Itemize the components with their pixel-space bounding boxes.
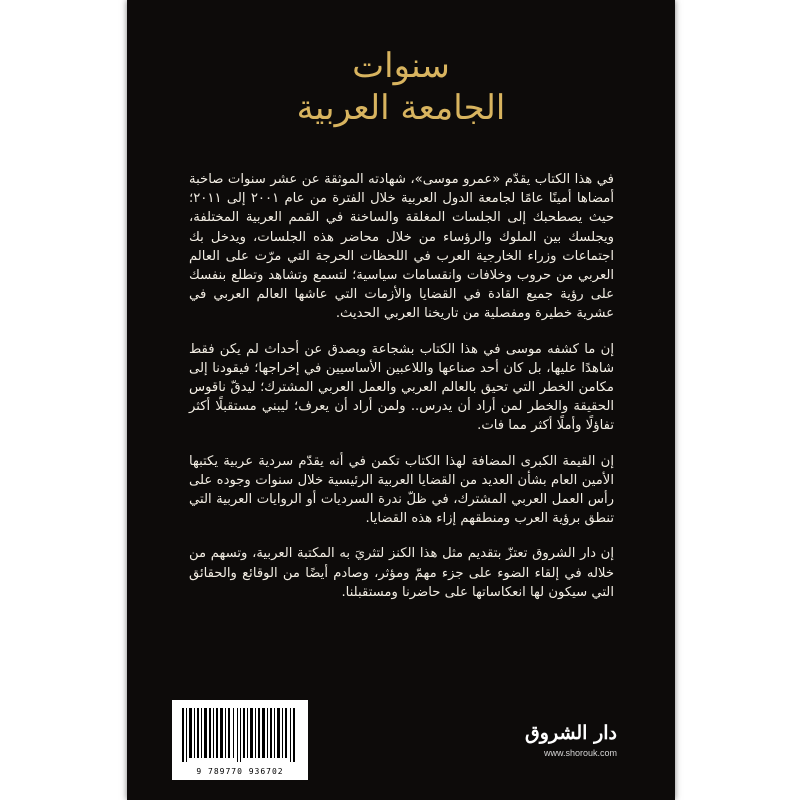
title-line-2: الجامعة العربية [296, 88, 506, 128]
blurb-paragraph-2: إن ما كشفه موسى في هذا الكتاب بشجاعة وبصدق عن أحداث لم يكن فقط شاهدًا عليها، بل كان أحد صناعها واللاعبين الأساسيين في إخراجها؛ فيقودنا إلى مكامن الخطر التي تحيق بالعالم العربي والعمل العربي المشترك؛ ليدقّ ناقوس الحقيقة والخطر لمن أراد أن يدرس.. ولمن أراد أن يعرف؛ ليبني مستقبلًا أكثر تفاؤلًا وأملًا أكثر مما فات. [189, 341, 614, 434]
blurb-paragraph-4: إن دار الشروق تعتزّ بتقديم مثل هذا الكنز لتثريَ به المكتبة العربية، وتسهم من خلاله في إلقاء الضوء على جزء مهمّ ومؤثر، وصادم أيضًا من الوقائع والحقائق التي سيكون لها انعكاساتها على حاضرنا ومستقبلنا. [189, 546, 614, 600]
book-back-cover [127, 0, 675, 800]
barcode-digits: 9 789770 936702 [196, 767, 284, 776]
blurb-paragraph-1: في هذا الكتاب يقدّم «عمرو موسى»، شهادته الموثقة عن عشر سنوات صاخبة أمضاها أمينًا عامًا لجامعة الدول العربية خلال الفترة من عام ٢٠٠١ إلى ٢٠١١؛ حيث يصطحبك إلى الجلسات المغلقة والساخنة في القمم العربية المختلفة، ويجلسك بين الملوك والرؤساء من خلال محاضر هذه الجلسات، ويدخل بك اجتماعات وزراء الخارجية العرب في اللحظات الحرجة التي مرّت على العالم العربي من حروب وخلافات وانقسامات سياسية؛ لتسمع وتشاهد وتطلع بنفسك على رؤية جميع القادة في القضايا والأزمات التي عاشها العالم العربي في عشرية خطيرة ومفصلية من تاريخنا العربي الحديث. [189, 172, 614, 322]
title-line-1: سنوات [352, 46, 450, 86]
book-title [127, 46, 675, 130]
blurb-text [189, 170, 614, 618]
blurb-paragraph-3: إن القيمة الكبرى المضافة لهذا الكتاب تكمن في أنه يقدّم سردية عربية يكتبها الأمين العام بشأن العديد من القضايا العربية الرئيسية خلال سنوات وجوده على رأس العمل العربي المشترك، في ظلّ ندرة السرديات أو الروايات العربية التي تنطق برؤية العرب ومنطقهم إزاء هذه القضايا. [189, 453, 614, 527]
isbn-barcode [172, 700, 308, 780]
publisher-url: www.shorouk.com [543, 748, 617, 758]
barcode-icon [182, 708, 298, 762]
publisher-name: دار الشروق [525, 722, 617, 744]
publisher-logo [487, 722, 617, 758]
